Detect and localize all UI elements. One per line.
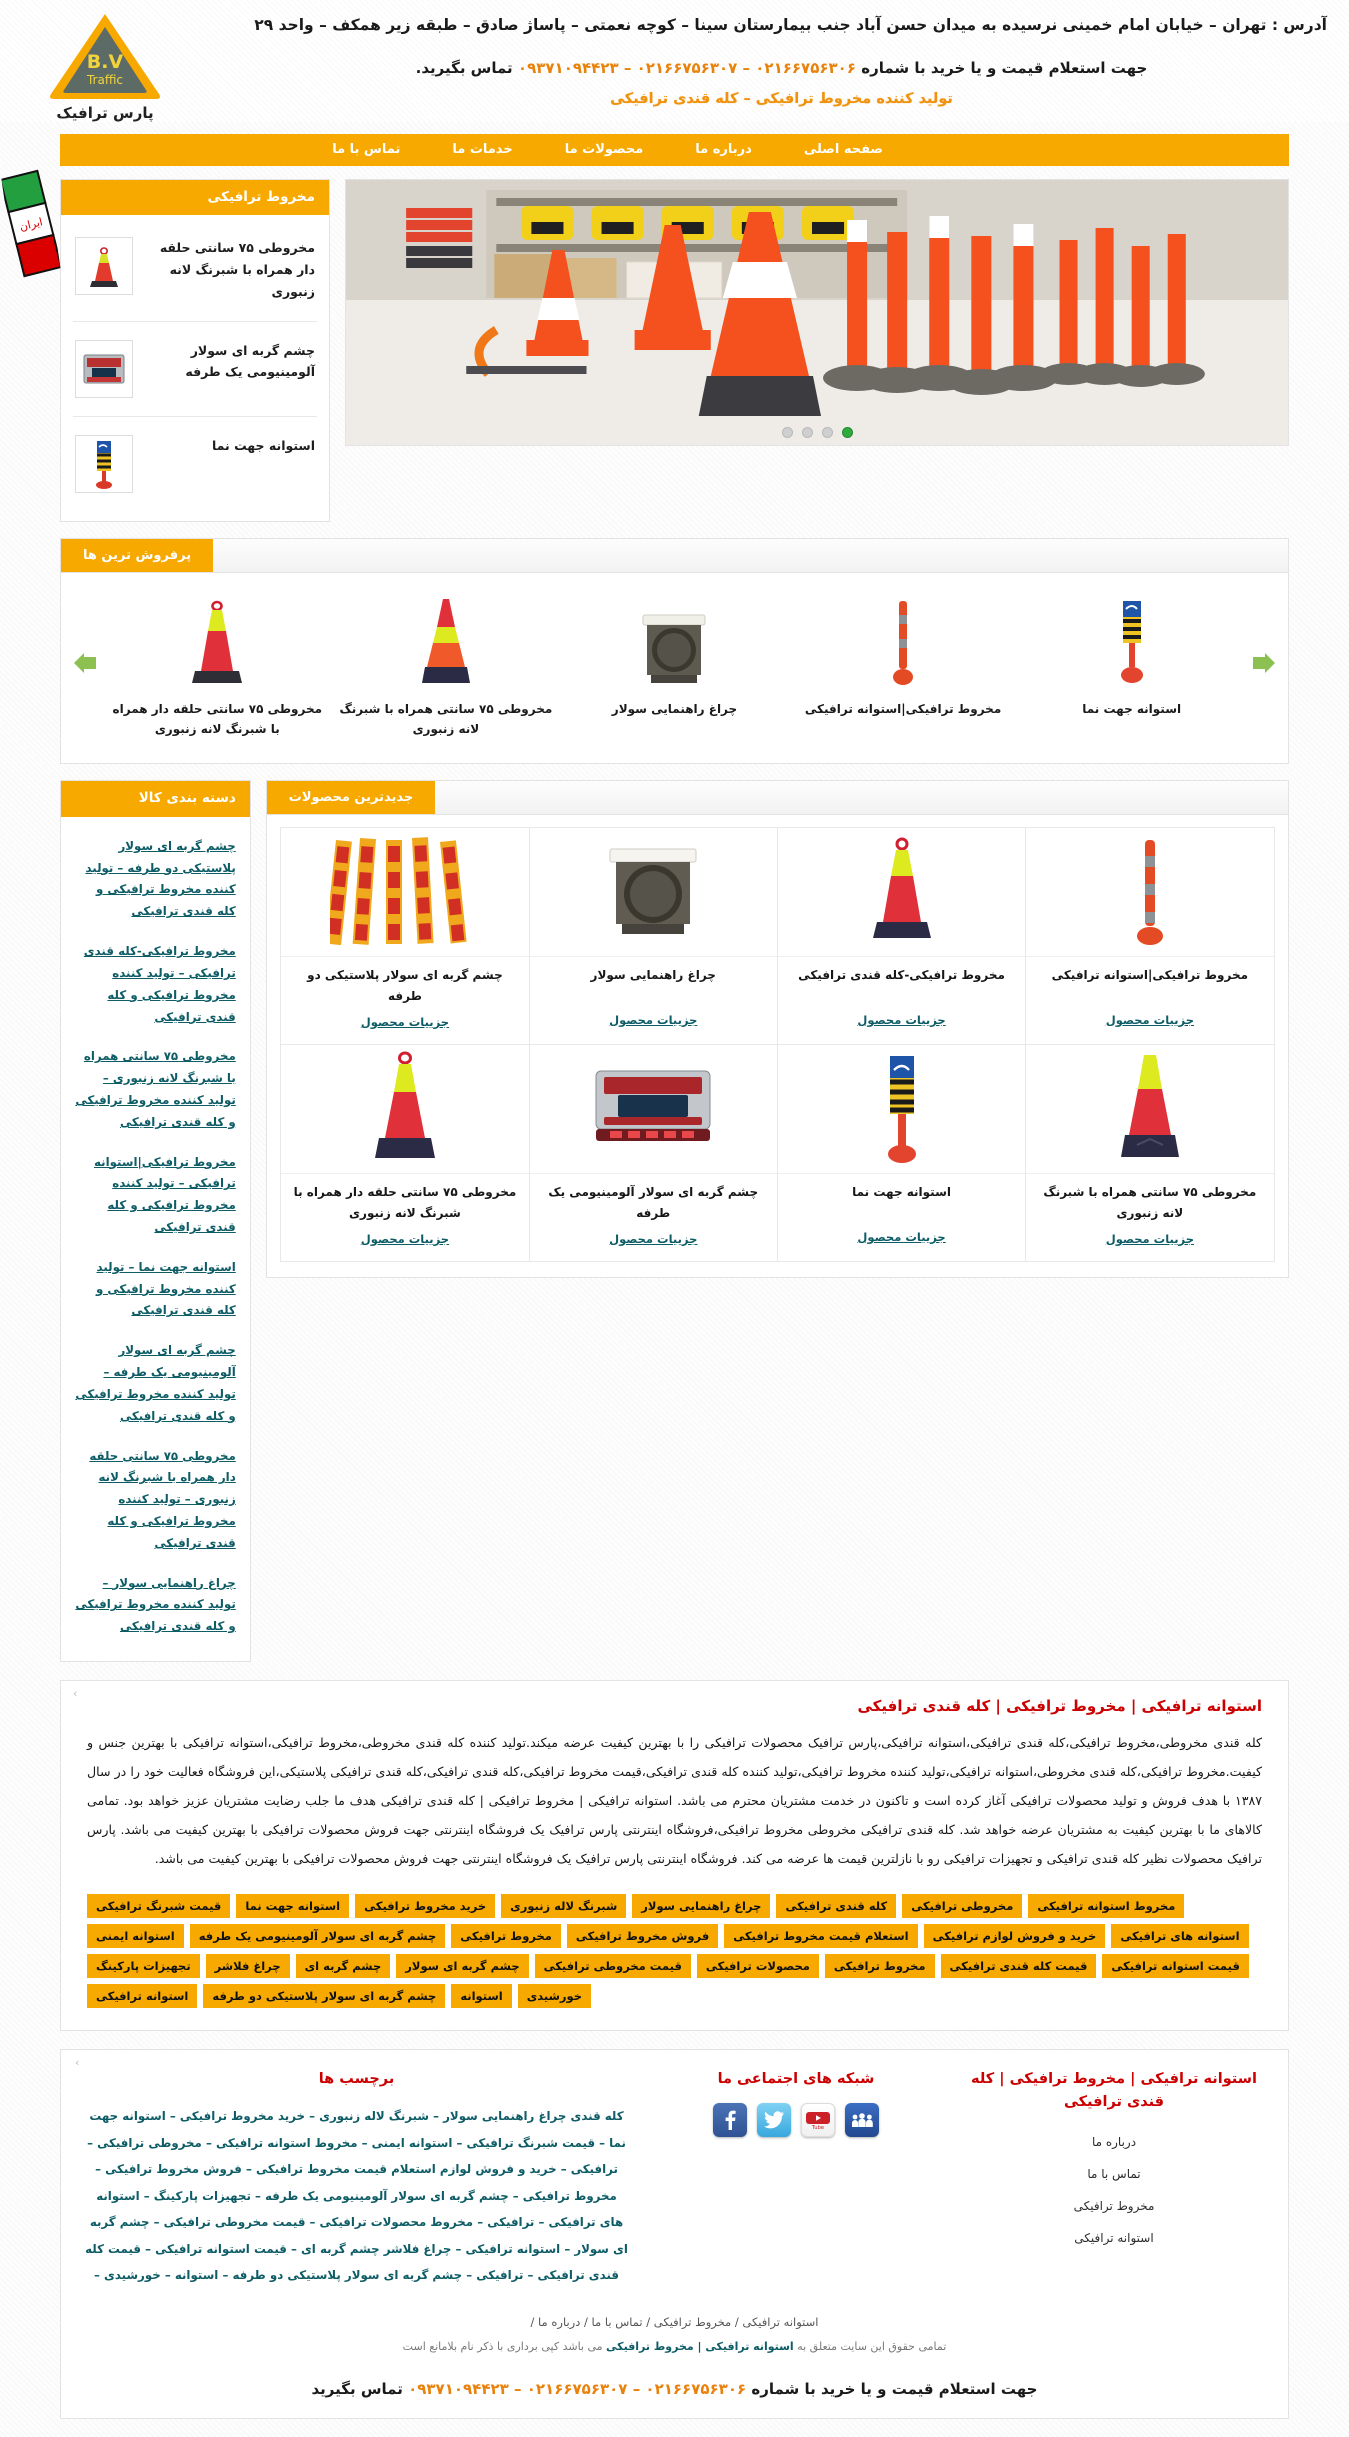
nav-item-products[interactable]: محصولات ما [564, 142, 644, 157]
product-details-link[interactable]: جزییات محصول [1105, 1012, 1194, 1027]
seo-title: استوانه ترافیکی | مخروط ترافیکی | کله قندی ترافیکی [857, 1697, 1262, 1716]
footer-links-column [964, 2068, 1264, 2289]
product-card[interactable] [777, 827, 1026, 1045]
product-name: مخروط ترافیکی|استوانه ترافیکی [1051, 967, 1249, 982]
products-grid [267, 815, 1288, 1277]
tag-chip[interactable]: قیمت کله قندی ترافیکی [941, 1954, 1097, 1978]
list-item[interactable] [73, 417, 317, 511]
tag-chip[interactable]: استعلام قیمت مخروط ترافیکی [724, 1924, 917, 1948]
product-card[interactable] [280, 827, 529, 1045]
list-item[interactable] [73, 219, 317, 322]
tag-chip[interactable]: خورشیدی [518, 1984, 591, 2008]
product-meta [778, 956, 1025, 1042]
seo-section [60, 1680, 1289, 2031]
product-name: چشم گربه ای سولار آلومینیومی یک طرفه [548, 1184, 759, 1220]
footer-link-traffic-cone[interactable]: مخروط ترافیکی [1073, 2199, 1155, 2214]
delineator-post-icon [778, 1045, 1025, 1173]
twitter-icon[interactable] [757, 2103, 791, 2137]
main-navigation [60, 134, 1289, 166]
product-name: مخروط ترافیکی-کله قندی ترافیکی [798, 967, 1005, 982]
site-footer [60, 2049, 1289, 2419]
list-item[interactable] [103, 583, 332, 750]
tag-chip[interactable]: خرید مخروط ترافیکی [355, 1894, 495, 1918]
list-item-label: مخروطی ۷۵ سانتی حلقه دار همراه با شبرنگ لانه زنبوری [112, 701, 323, 736]
product-card[interactable] [280, 1044, 529, 1262]
tag-chip[interactable]: قیمت مخروطی ترافیکی [535, 1954, 691, 1978]
collapse-caret-icon: › [73, 1687, 78, 1701]
slider-dot-4[interactable] [782, 427, 793, 438]
product-details-link[interactable]: جزییات محصول [857, 1012, 946, 1027]
slider-image [346, 180, 1288, 445]
collapse-caret-icon: › [75, 2055, 80, 2069]
solar-road-stud-icon [530, 1045, 777, 1173]
list-item-label: استوانه جهت نما [211, 437, 315, 453]
nav-items-wrap [306, 134, 909, 166]
facebook-icon[interactable] [713, 2103, 747, 2137]
category-link[interactable]: چراغ راهنمایی سولار – تولید کننده مخروط ترافیکی و کله قندی ترافیکی [75, 1575, 236, 1634]
traffic-cone-icon [75, 237, 133, 295]
category-link[interactable]: مخروط ترافیکی-کله قندی ترافیکی – تولید کننده مخروط ترافیکی و کله قندی ترافیکی [83, 944, 236, 1024]
bestsellers-section [60, 538, 1289, 765]
svg-text:Tube: Tube [811, 2124, 825, 2130]
youtube-icon[interactable] [801, 2103, 835, 2137]
tag-chip[interactable]: کله قندی ترافیکی [776, 1894, 896, 1918]
tag-chip[interactable]: استوانه [451, 1984, 511, 2008]
traffic-cone-icon [109, 593, 326, 689]
hero-slider[interactable] [345, 179, 1289, 446]
tag-chip[interactable]: مخروط استوانه ترافیکی [1028, 1894, 1184, 1918]
logo-text-top: B.V [86, 51, 124, 73]
category-link[interactable]: مخروطی ۷۵ سانتی همراه با شبرنگ لانه زنبوری – تولید کننده مخروط ترافیکی و کله قندی ترافیکی [75, 1049, 236, 1129]
footer-links-title: استوانه ترافیکی | مخروط ترافیکی | کله قندی ترافیکی [971, 2070, 1257, 2110]
slider-dot-2[interactable] [822, 427, 833, 438]
product-meta [281, 956, 528, 1044]
list-item[interactable] [789, 583, 1018, 750]
footer-tags-column [85, 2068, 628, 2289]
tag-chip[interactable]: استوانه های ترافیکی [1111, 1924, 1248, 1948]
product-meta [530, 1173, 777, 1261]
product-name: استوانه جهت نما [852, 1184, 951, 1199]
footer-tags-title: برچسب ها [318, 2070, 395, 2087]
social-links [646, 2103, 946, 2137]
traffic-cone-ring-icon [281, 1045, 528, 1173]
footer-link-about[interactable]: درباره ما [1091, 2135, 1137, 2150]
main-row [60, 780, 1289, 1662]
nav-item-about[interactable]: درباره ما [695, 142, 752, 157]
seo-body-text: کله قندی مخروطی،مخروط ترافیکی،کله قندی ترافیکی،استوانه ترافیکی،پارس ترافیک محصولات ترافیکی را با بهترین کیفیت عرضه میکند.تولید کننده کله قندی مخروطی،مخروط ترافیکی،استوانه ترافیکی با بهترین جنس و کیفیت.مخروط ترافیکی،کله قندی مخروطی،استوانه ترافیکی،تولید کننده مخروط ترافیکی،تولید کننده کله قندی ترافیکی،قیمت مخروط ترافیکی،کله قندی ترافیکی،کله قندی ترافیکی پلاستیکی،این فروشگاه فعالیت خود را در سال ۱۳۸۷ با هدف فروش و تولید محصولات ترافیکی آغاز کرده است و تاکنون در خدمت مشتریان محترم می باشد. استوانه ترافیکی | مخروط ترافیکی | کله قندی ترافیکی هدف ما جلب رضایت مشتریان عزیز خواهد بود. تمامی کالاهای ما با بهترین کیفیت به مشتریان عرضه خواهد شد. کله قندی ترافیکی مخروطی مخروط ترافیکی،فروشگاه اینترنتی پارس ترافیک یک فروشگاه اینترنتی جهت فروش محصولات ترافیکی با بهترین کیفیت می باشد. پارس ترافیک محصولات نظیر کله قندی ترافیکی و تجهیزات ترافیکی رو با نازلترین قیمت ها عرضه می کند. فروشگاه اینترنتی پارس ترافیک یک فروشگاه اینترنتی جهت فروش محصولات ترافیکی با بهترین کیفیت می باشد. [87, 1735, 1262, 1866]
product-details-link[interactable]: جزییات محصول [1105, 1231, 1194, 1246]
product-name: چشم گربه ای سولار پلاستیکی دو طرفه [307, 967, 503, 1003]
copyright-site-link[interactable]: استوانه ترافیکی | مخروط ترافیکی [606, 2339, 794, 2353]
product-card[interactable] [1025, 827, 1274, 1045]
tag-chip[interactable]: چشم گربه ای سولار [396, 1954, 528, 1978]
tag-chip[interactable]: قیمت شبرنگ ترافیکی [87, 1894, 230, 1918]
product-meta [1026, 956, 1273, 1042]
copyright-pre-text: تمامی حقوق این سایت متعلق به [793, 2339, 947, 2353]
tag-chip[interactable]: استوانه جهت نما [236, 1894, 349, 1918]
product-name: چراغ راهنمایی سولار [590, 967, 716, 982]
nav-item-contact[interactable]: تماس با ما [332, 142, 401, 157]
footer-link-traffic-cylinder[interactable]: استوانه ترافیکی [1074, 2231, 1154, 2246]
delineator-post-icon [1023, 593, 1240, 689]
tag-chip[interactable]: مخروط ترافیکی [825, 1954, 935, 1978]
copyright-post-text: می باشد کپی برداری با ذکر نام بلامانع است [402, 2339, 607, 2353]
categories-list [61, 817, 250, 1661]
tag-chip[interactable]: چراغ راهنمایی سولار [632, 1894, 770, 1918]
flexible-post-icon [1026, 828, 1273, 956]
solar-traffic-light-icon [530, 828, 777, 956]
carousel-track [103, 583, 1246, 750]
tag-chip[interactable]: استوانه ایمنی [87, 1924, 184, 1948]
footer-phone-suffix: تماس بگیرید [311, 2379, 403, 2398]
header-phone-line [230, 59, 1333, 77]
phone-numbers[interactable]: ۰۲۱۶۶۷۵۶۳۰۶ – ۰۲۱۶۶۷۵۶۳۰۷ – ۰۹۳۷۱۰۹۴۴۲۳ [517, 59, 856, 78]
myspace-icon[interactable] [845, 2103, 879, 2137]
slider-dot-3[interactable] [802, 427, 813, 438]
product-card[interactable] [1025, 1044, 1274, 1262]
slider-dots [346, 427, 1288, 438]
footer-tags-text[interactable]: کله قندی چراغ راهنمایی سولار – شبرنگ لاله زنبوری – خرید مخروط ترافیکی – استوانه جهت نما – قیمت شبرنگ ترافیکی – استوانه ایمنی – مخروط استوانه ترافیکی – مخروطی ترافیکی – ترافیکی – خرید و فروش لوازم استعلام قیمت مخروط ترافیکی – فروش مخروط ترافیکی – مخروط ترافیکی – چشم گربه ای سولار آلومینیومی یک طرفه – تجهیزات پارکینگ – استوانه های ترافیکی – ترافیکی – مخروط محصولات ترافیکی – قیمت مخروطی ترافیکی – چشم گربه ای سولار – استوانه ترافیکی – چراغ فلاشر چشم گربه ای – قیمت استوانه ترافیکی – قیمت کله قندی ترافیکی – ترافیکی – چشم گربه ای سولار پلاستیکی دو طرفه – استوانه – خورشیدی – [85, 2108, 628, 2283]
tag-cloud [87, 1894, 1262, 2008]
flexible-post-icon [795, 593, 1012, 689]
product-details-link[interactable]: جزییات محصول [609, 1012, 698, 1027]
footer-copyright [85, 2336, 1264, 2358]
newest-products-body [266, 814, 1289, 1278]
nav-item-home[interactable]: صفحه اصلی [803, 142, 883, 157]
categories-panel [60, 780, 251, 1662]
footer-columns [85, 2068, 1264, 2289]
tag-chip[interactable]: قیمت استوانه ترافیکی [1102, 1954, 1248, 1978]
bestsellers-body [60, 572, 1289, 765]
footer-phone-prefix: جهت استعلام قیمت و یا خرید با شماره [751, 2379, 1038, 2398]
footer-link-contact[interactable]: تماس با ما [1087, 2167, 1141, 2182]
carousel-next-arrow-icon[interactable] [1246, 652, 1282, 679]
product-name: مخروطی ۷۵ سانتی حلقه دار همراه با شبرنگ لانه زنبوری [293, 1184, 517, 1220]
tag-chip[interactable]: مخروط ترافیکی [451, 1924, 561, 1948]
nav-item-services[interactable]: خدمات ما [452, 142, 513, 157]
list-item-label: مخروط ترافیکی|استوانه ترافیکی [804, 701, 1002, 716]
footer-phone-line [85, 2380, 1264, 2408]
logo-triangle-icon [45, 10, 165, 102]
product-meta [281, 1173, 528, 1261]
solar-traffic-light-icon [566, 593, 783, 689]
tag-chip[interactable]: چشم گربه ای سولار آلومینیومی یک طرفه [190, 1924, 446, 1948]
traffic-cone-icon [338, 593, 555, 689]
category-link[interactable]: استوانه جهت نما – تولید کننده مخروط ترافیکی و کله قندی ترافیکی [95, 1259, 236, 1318]
newest-products-title: جدیدترین محصولات [267, 781, 435, 814]
list-item[interactable] [332, 583, 561, 750]
product-card[interactable] [777, 1044, 1026, 1262]
tag-chip[interactable]: چشم گربه ای سولار پلاستیکی دو طرفه [203, 1984, 445, 2008]
newest-products-header [266, 780, 1289, 814]
svg-text:ایران: ایران [18, 215, 45, 234]
product-details-link[interactable]: جزییات محصول [609, 1231, 698, 1246]
product-details-link[interactable]: جزییات محصول [360, 1231, 450, 1246]
cone-sidebar-list [61, 215, 329, 521]
slider-dot-1[interactable] [842, 427, 853, 438]
product-card[interactable] [529, 827, 778, 1045]
footer-phone-numbers[interactable]: ۰۲۱۶۶۷۵۶۳۰۶ – ۰۲۱۶۶۷۵۶۳۰۷ – ۰۹۳۷۱۰۹۴۴۲۳ [408, 2379, 747, 2398]
category-link[interactable]: چشم گربه ای سولار آلومینیومی یک طرفه – تولید کننده مخروط ترافیکی و کله قندی ترافیکی [75, 1343, 236, 1423]
footer-bottom-nav[interactable]: استوانه ترافیکی / مخروط ترافیکی / تماس با ما / درباره ما / [530, 2314, 819, 2329]
carousel-prev-arrow-icon[interactable] [67, 652, 103, 679]
tag-chip[interactable]: چراغ فلاشر [206, 1954, 290, 1978]
categories-title: دسته بندی کالا [61, 781, 250, 817]
bestsellers-carousel [61, 583, 1288, 750]
footer-social-column [646, 2068, 946, 2289]
tag-chip[interactable]: استوانه ترافیکی [87, 1984, 197, 2008]
tag-chip[interactable]: فروش مخروط ترافیکی [567, 1924, 718, 1948]
solar-road-stud-icon [75, 340, 133, 398]
footer-social-title: شبکه های اجتماعی ما [717, 2070, 875, 2087]
product-meta [530, 956, 777, 1042]
brand-name: پارس ترافیک [56, 104, 154, 122]
logo-text-bottom: Traffic [86, 73, 124, 87]
list-item-label: مخروطی ۷۵ سانتی حلقه دار همراه با شبرنگ لانه زنبوری [159, 239, 315, 299]
footer-links-list [964, 2126, 1264, 2254]
traffic-cone-icon [1026, 1045, 1273, 1173]
tag-chip[interactable]: مخروطی ترافیکی [902, 1894, 1022, 1918]
tag-chip[interactable]: خرید و فروش لوازم ترافیکی [924, 1924, 1106, 1948]
footer-bottom-block [85, 2311, 1264, 2358]
tag-chip[interactable]: چشم گربه ای [296, 1954, 391, 1978]
category-link[interactable]: مخروط ترافیکی|استوانه ترافیکی – تولید کننده مخروط ترافیکی و کله قندی ترافیکی [94, 1154, 236, 1235]
product-card[interactable] [529, 1044, 778, 1262]
list-item-label: مخروطی ۷۵ سانتی همراه با شبرنگ لانه زنبوری [339, 701, 553, 736]
list-item-label: چراغ راهنمایی سولار [611, 701, 738, 716]
site-header [0, 0, 1349, 122]
newest-products-panel [266, 780, 1289, 1278]
brand-block[interactable] [0, 6, 210, 122]
list-item-label: چشم گربه ای سولار آلومینیومی یک طرفه [185, 342, 315, 380]
category-link[interactable]: مخروطی ۷۵ سانتی حلقه دار همراه با شبرنگ لانه زنبوری – تولید کننده مخروط ترافیکی و کله قندی ترافیکی [89, 1448, 236, 1550]
phone-prefix-text: جهت استعلام قیمت و یا خرید با شماره [861, 59, 1148, 78]
category-link[interactable]: چشم گربه ای سولار پلاستیکی دو طرفه – تولید کننده مخروط ترافیکی و کله قندی ترافیکی [85, 838, 236, 919]
product-meta [1026, 1173, 1273, 1261]
tag-chip[interactable]: شبرنگ لاله زنبوری [501, 1894, 626, 1918]
cone-sidebar-title: مخروط ترافیکی [61, 180, 329, 215]
product-meta [778, 1173, 1025, 1259]
iran-flag-badge [0, 165, 61, 282]
product-details-link[interactable]: جزییات محصول [360, 1014, 450, 1029]
list-item[interactable] [560, 583, 789, 750]
road-stud-row-icon [281, 828, 528, 956]
list-item[interactable] [73, 322, 317, 417]
header-tagline: تولید کننده مخروط ترافیکی – کله قندی ترافیکی [610, 91, 953, 108]
delineator-post-icon [75, 435, 133, 493]
tag-chip[interactable]: محصولات ترافیکی [697, 1954, 819, 1978]
tag-chip[interactable]: تجهیزات پارکینگ [87, 1954, 200, 1978]
header-text-block [210, 6, 1349, 111]
list-item-label: استوانه جهت نما [1082, 701, 1182, 716]
cone-sidebar-panel [60, 179, 330, 522]
address-line: آدرس : تهران – خیابان امام خمینی نرسیده به میدان حسن آباد جنب بیمارستان سینا – کوچه نعمتی – پاساژ صادق – طبقه زیر همکف – واحد ۲۹ [254, 16, 1327, 34]
bestsellers-header [60, 538, 1289, 572]
bestsellers-title: پرفروش ترین ها [61, 539, 213, 572]
phone-suffix-text: تماس بگیرید. [415, 59, 513, 78]
product-name: مخروطی ۷۵ سانتی همراه با شبرنگ لانه زنبوری [1043, 1184, 1257, 1220]
hero-row [60, 179, 1289, 522]
list-item[interactable] [1017, 583, 1246, 750]
product-details-link[interactable]: جزییات محصول [857, 1229, 946, 1244]
traffic-cone-icon [778, 828, 1025, 956]
